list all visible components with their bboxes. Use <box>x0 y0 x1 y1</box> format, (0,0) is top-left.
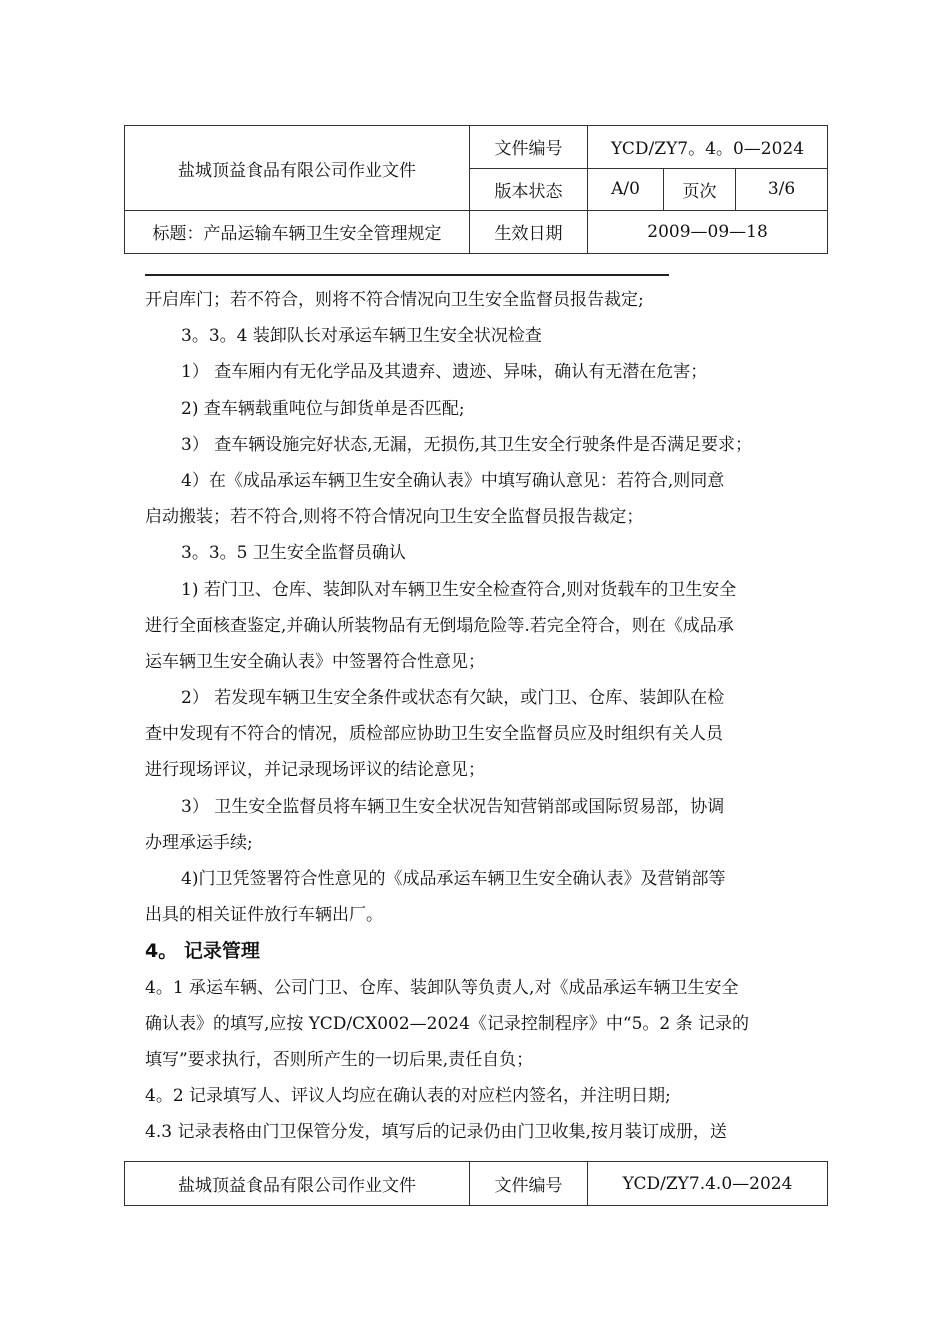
body-line: 1) 若门卫、仓库、装卸队对车辆卫生安全检查符合,则对货载车的卫生安全 <box>181 579 737 600</box>
body-line: 2) 查车辆载重吨位与卸货单是否匹配; <box>181 398 465 419</box>
body-line: 3） 查车辆设施完好状态,无漏，无损伤,其卫生安全行驶条件是否满足要求； <box>181 434 753 455</box>
body-line: 出具的相关证件放行车辆出厂。 <box>145 905 383 926</box>
effective-date-value: 2009—09—18 <box>588 211 828 254</box>
footer-doc-no-label: 文件编号 <box>470 1162 588 1206</box>
body-line: 4)门卫凭签署符合性意见的《成品承运车辆卫生安全确认表》及营销部等 <box>181 869 726 889</box>
body-line: 4。2 记录填写人、评议人均应在确认表的对应栏内签名，并注明日期; <box>145 1086 671 1107</box>
body-line: 3） 卫生安全监督员将车辆卫生安全状况告知营销部或国际贸易部，协调 <box>181 796 725 817</box>
body-line: 4）在《成品承运车辆卫生安全确认表》中填写确认意见：若符合,则同意 <box>181 470 725 491</box>
body-line: 2） 若发现车辆卫生安全条件或状态有欠缺，或门卫、仓库、装卸队在检 <box>181 688 725 709</box>
footer-table <box>124 1161 828 1206</box>
body-line: 启动搬装；若不符合,则将不符合情况向卫生安全监督员报告裁定； <box>145 507 644 528</box>
version-value: A/0 <box>588 168 664 211</box>
body-line: 查中发现有不符合的情况，质检部应协助卫生安全监督员应及时组织有关人员 <box>145 724 723 745</box>
body-line: 办理承运手续; <box>145 832 253 853</box>
body-line: 1） 查车厢内有无化学品及其遗弃、遗迹、异味，确认有无潜在危害； <box>181 362 708 383</box>
header-rule <box>145 274 669 276</box>
doc-no-label: 文件编号 <box>470 126 588 169</box>
page-label: 页次 <box>664 168 736 211</box>
body-line: 4.3 记录表格由门卫保管分发，填写后的记录仍由门卫收集,按月装订成册，送 <box>145 1122 727 1143</box>
body-line: 4。1 承运车辆、公司门卫、仓库、装卸队等负责人,对《成品承运车辆卫生安全 <box>145 977 739 998</box>
body-line: 进行现场评议，并记录现场评议的结论意见； <box>145 760 485 781</box>
doc-title: 标题：产品运输车辆卫生安全管理规定 <box>125 211 470 254</box>
body-line: 运车辆卫生安全确认表》中签署符合性意见； <box>145 651 485 672</box>
body-line: 填写”要求执行，否则所产生的一切后果,责任自负； <box>145 1049 534 1070</box>
doc-no-value: YCD/ZY7。4。0—2024 <box>588 126 828 169</box>
footer-company-name: 盐城顶益食品有限公司作业文件 <box>125 1162 470 1206</box>
page-value: 3/6 <box>736 168 828 211</box>
version-label: 版本状态 <box>470 168 588 211</box>
body-line: 确认表》的填写,应按 YCD/CX002—2024《记录控制程序》中“5。2 条 记录的 <box>145 1013 750 1034</box>
body-line: 进行全面核查鉴定,并确认所装物品有无倒塌危险等.若完全符合，则在《成品承 <box>145 615 734 636</box>
footer-doc-no-value: YCD/ZY7.4.0—2024 <box>588 1162 828 1206</box>
body-line: 3。3。5 卫生安全监督员确认 <box>181 543 406 564</box>
company-name: 盐城顶益食品有限公司作业文件 <box>125 126 470 211</box>
document-body <box>145 282 807 1151</box>
header-table <box>124 125 828 254</box>
section-heading: 4。 记录管理 <box>145 940 260 963</box>
body-line: 开启库门；若不符合，则将不符合情况向卫生安全监督员报告裁定; <box>145 290 644 310</box>
effective-date-label: 生效日期 <box>470 211 588 254</box>
body-line: 3。3。4 装卸队长对承运车辆卫生安全状况检查 <box>181 326 542 347</box>
